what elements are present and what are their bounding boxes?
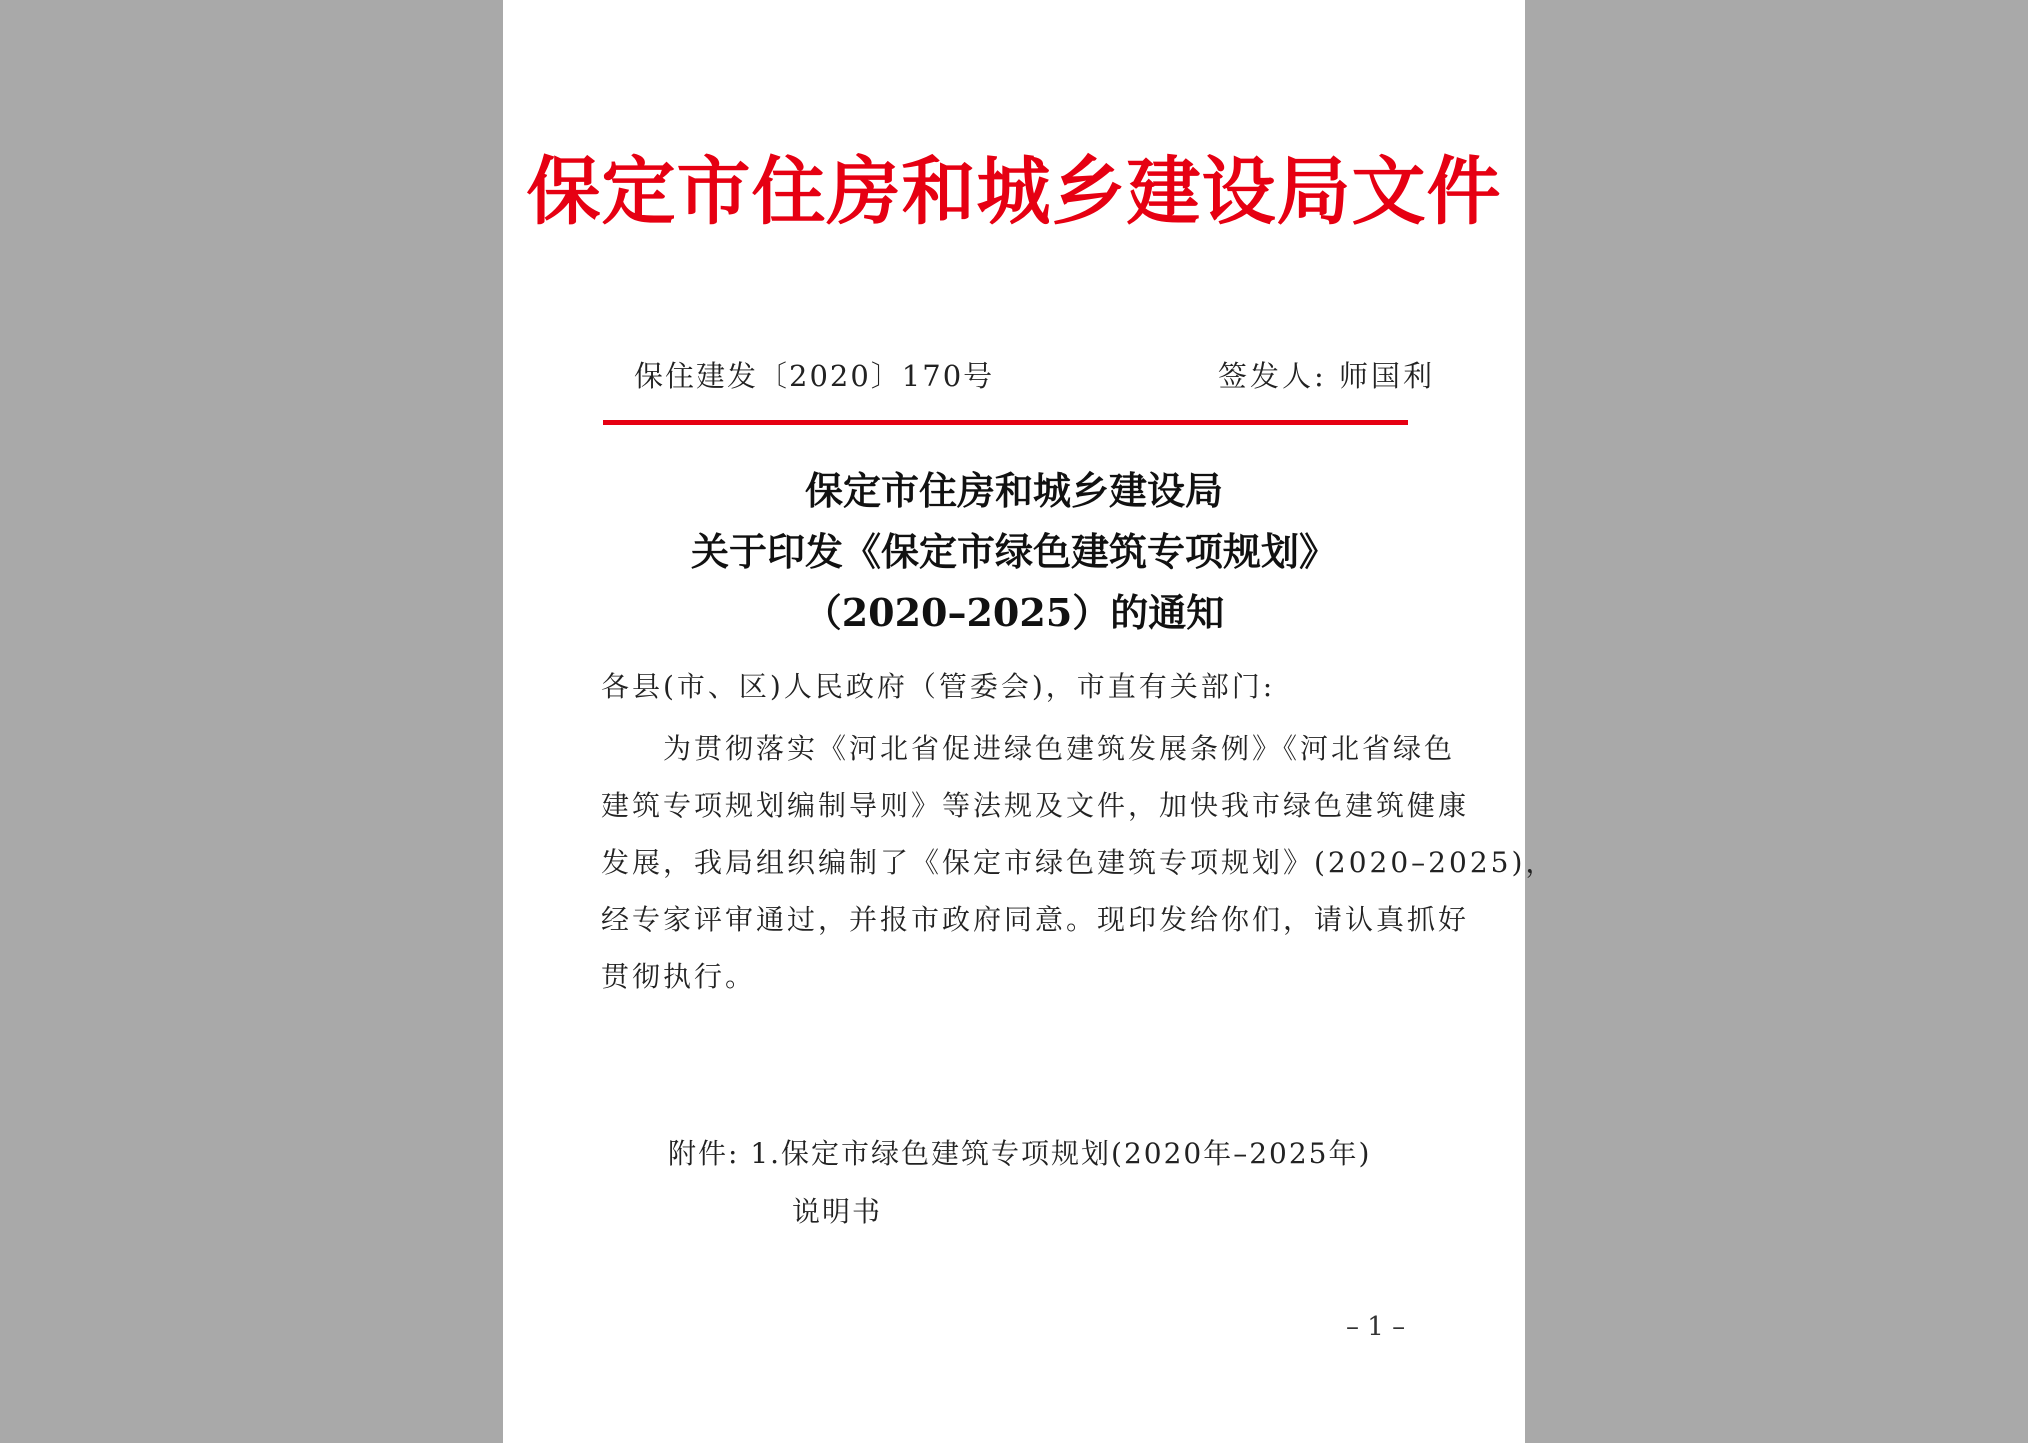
issuer: 签发人: 师国利 <box>1218 359 1435 393</box>
red-divider-line <box>603 420 1408 425</box>
body-paragraph <box>601 720 1557 1005</box>
salutation: 各县(市、区)人民政府（管委会)，市直有关部门: <box>601 670 1276 703</box>
page-number: – 1 – <box>1346 1312 1406 1342</box>
body-line: 发展，我局组织编制了《保定市绿色建筑专项规划》(2020–2025)， <box>601 846 1557 879</box>
document-number: 保住建发〔2020〕170号 <box>634 359 995 393</box>
notice-title-line-3: （2020–2025）的通知 <box>803 590 1225 635</box>
document-page <box>503 0 1557 1443</box>
attachment-list <box>668 1125 1371 1241</box>
body-line: 经专家评审通过，并报市政府同意。现印发给你们，请认真抓好 <box>601 903 1470 936</box>
notice-title <box>503 460 1525 643</box>
body-line: 为贯彻落实《河北省促进绿色建筑发展条例》《河北省绿色 <box>663 732 1456 765</box>
notice-title-line-2: 关于印发《保定市绿色建筑专项规划》 <box>690 529 1337 574</box>
attachment-line-2: 说明书 <box>792 1195 883 1228</box>
body-line: 贯彻执行。 <box>601 960 757 993</box>
red-header-title: 保定市住房和城乡建设局文件 <box>526 149 1502 235</box>
attachment-line-1: 附件: 1.保定市绿色建筑专项规划(2020年–2025年) <box>668 1137 1372 1170</box>
notice-title-line-1: 保定市住房和城乡建设局 <box>804 468 1223 513</box>
body-line: 建筑专项规划编制导则》等法规及文件，加快我市绿色建筑健康 <box>601 789 1470 822</box>
